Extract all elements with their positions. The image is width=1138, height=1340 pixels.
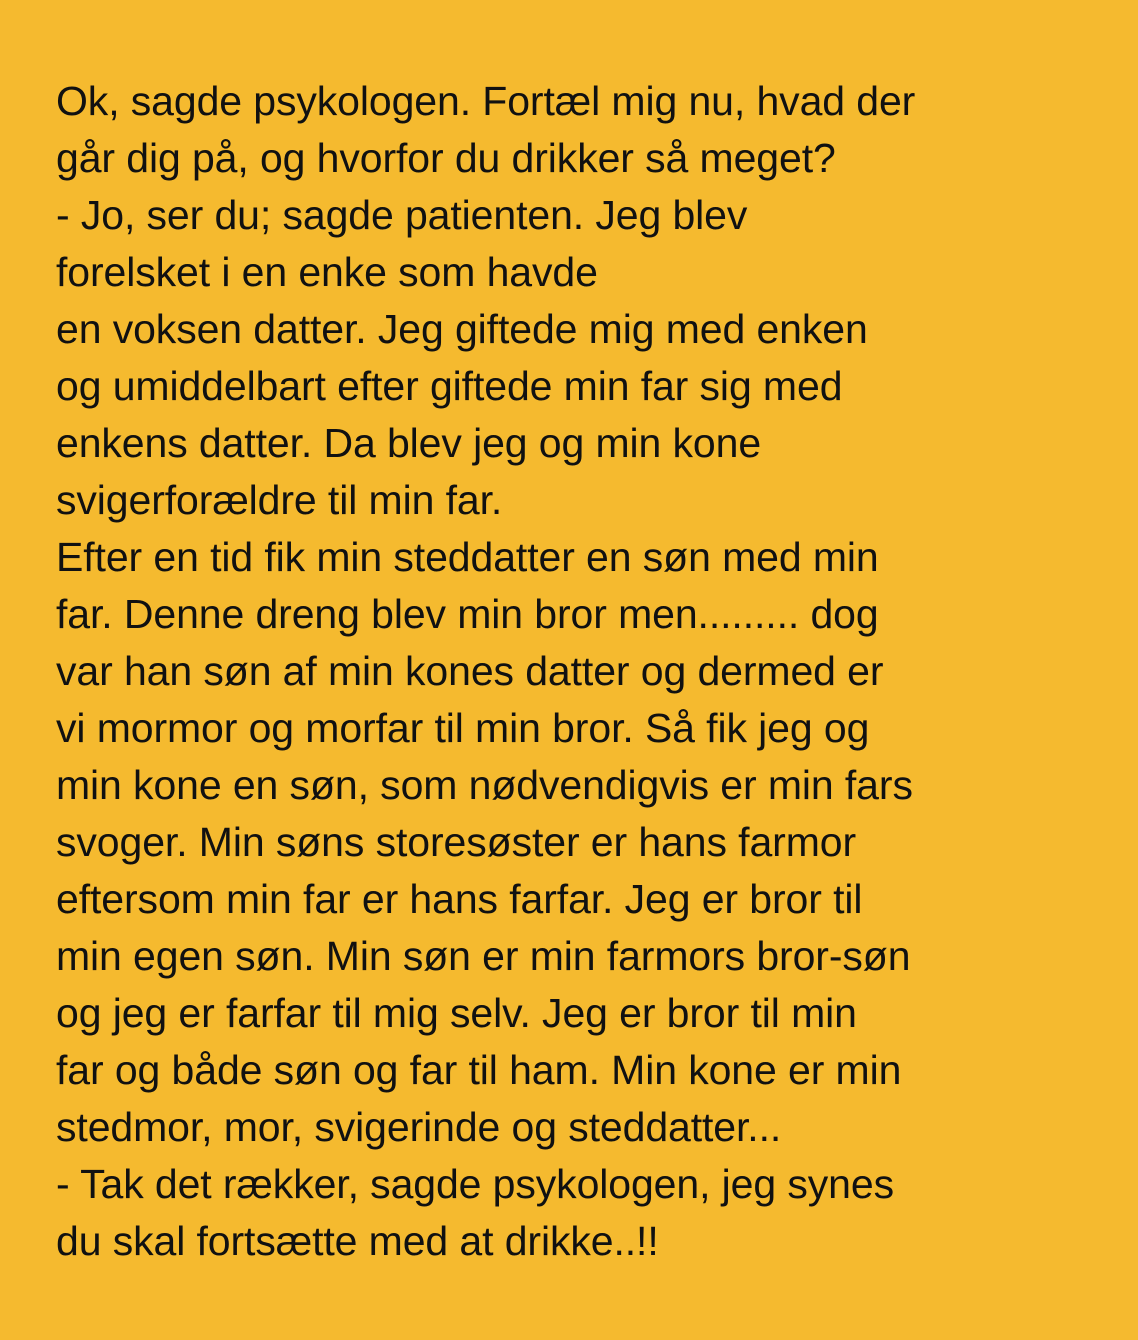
text-line: - Tak det rækker, sagde psykologen, jeg synes [56, 1161, 894, 1207]
text-line: vi mormor og morfar til min bror. Så fik jeg og [56, 705, 870, 751]
text-line: svigerforældre til min far. [56, 477, 503, 523]
text-line: går dig på, og hvorfor du drikker så meget? [56, 135, 836, 181]
joke-text [56, 73, 1116, 1270]
text-line: en voksen datter. Jeg giftede mig med enken [56, 306, 868, 352]
text-line: enkens datter. Da blev jeg og min kone [56, 420, 762, 466]
text-line: min kone en søn, som nødvendigvis er min fars [56, 762, 913, 808]
text-line: du skal fortsætte med at drikke..!! [56, 1218, 659, 1264]
text-line: stedmor, mor, svigerinde og steddatter... [56, 1104, 782, 1150]
text-line: svoger. Min søns storesøster er hans farmor [56, 819, 857, 865]
text-line: far og både søn og far til ham. Min kone er min [56, 1047, 902, 1093]
text-line: og jeg er farfar til mig selv. Jeg er bror til min [56, 990, 857, 1036]
text-line: min egen søn. Min søn er min farmors bror-søn [56, 933, 911, 979]
text-line: Ok, sagde psykologen. Fortæl mig nu, hvad der [56, 78, 916, 124]
text-line: var han søn af min kones datter og dermed er [56, 648, 884, 694]
text-line: eftersom min far er hans farfar. Jeg er bror til [56, 876, 863, 922]
text-line: - Jo, ser du; sagde patienten. Jeg blev [56, 192, 748, 238]
text-line: forelsket i en enke som havde [56, 249, 598, 295]
text-line: far. Denne dreng blev min bror men......... dog [56, 591, 879, 637]
text-line: Efter en tid fik min steddatter en søn med min [56, 534, 879, 580]
text-line: og umiddelbart efter giftede min far sig med [56, 363, 843, 409]
